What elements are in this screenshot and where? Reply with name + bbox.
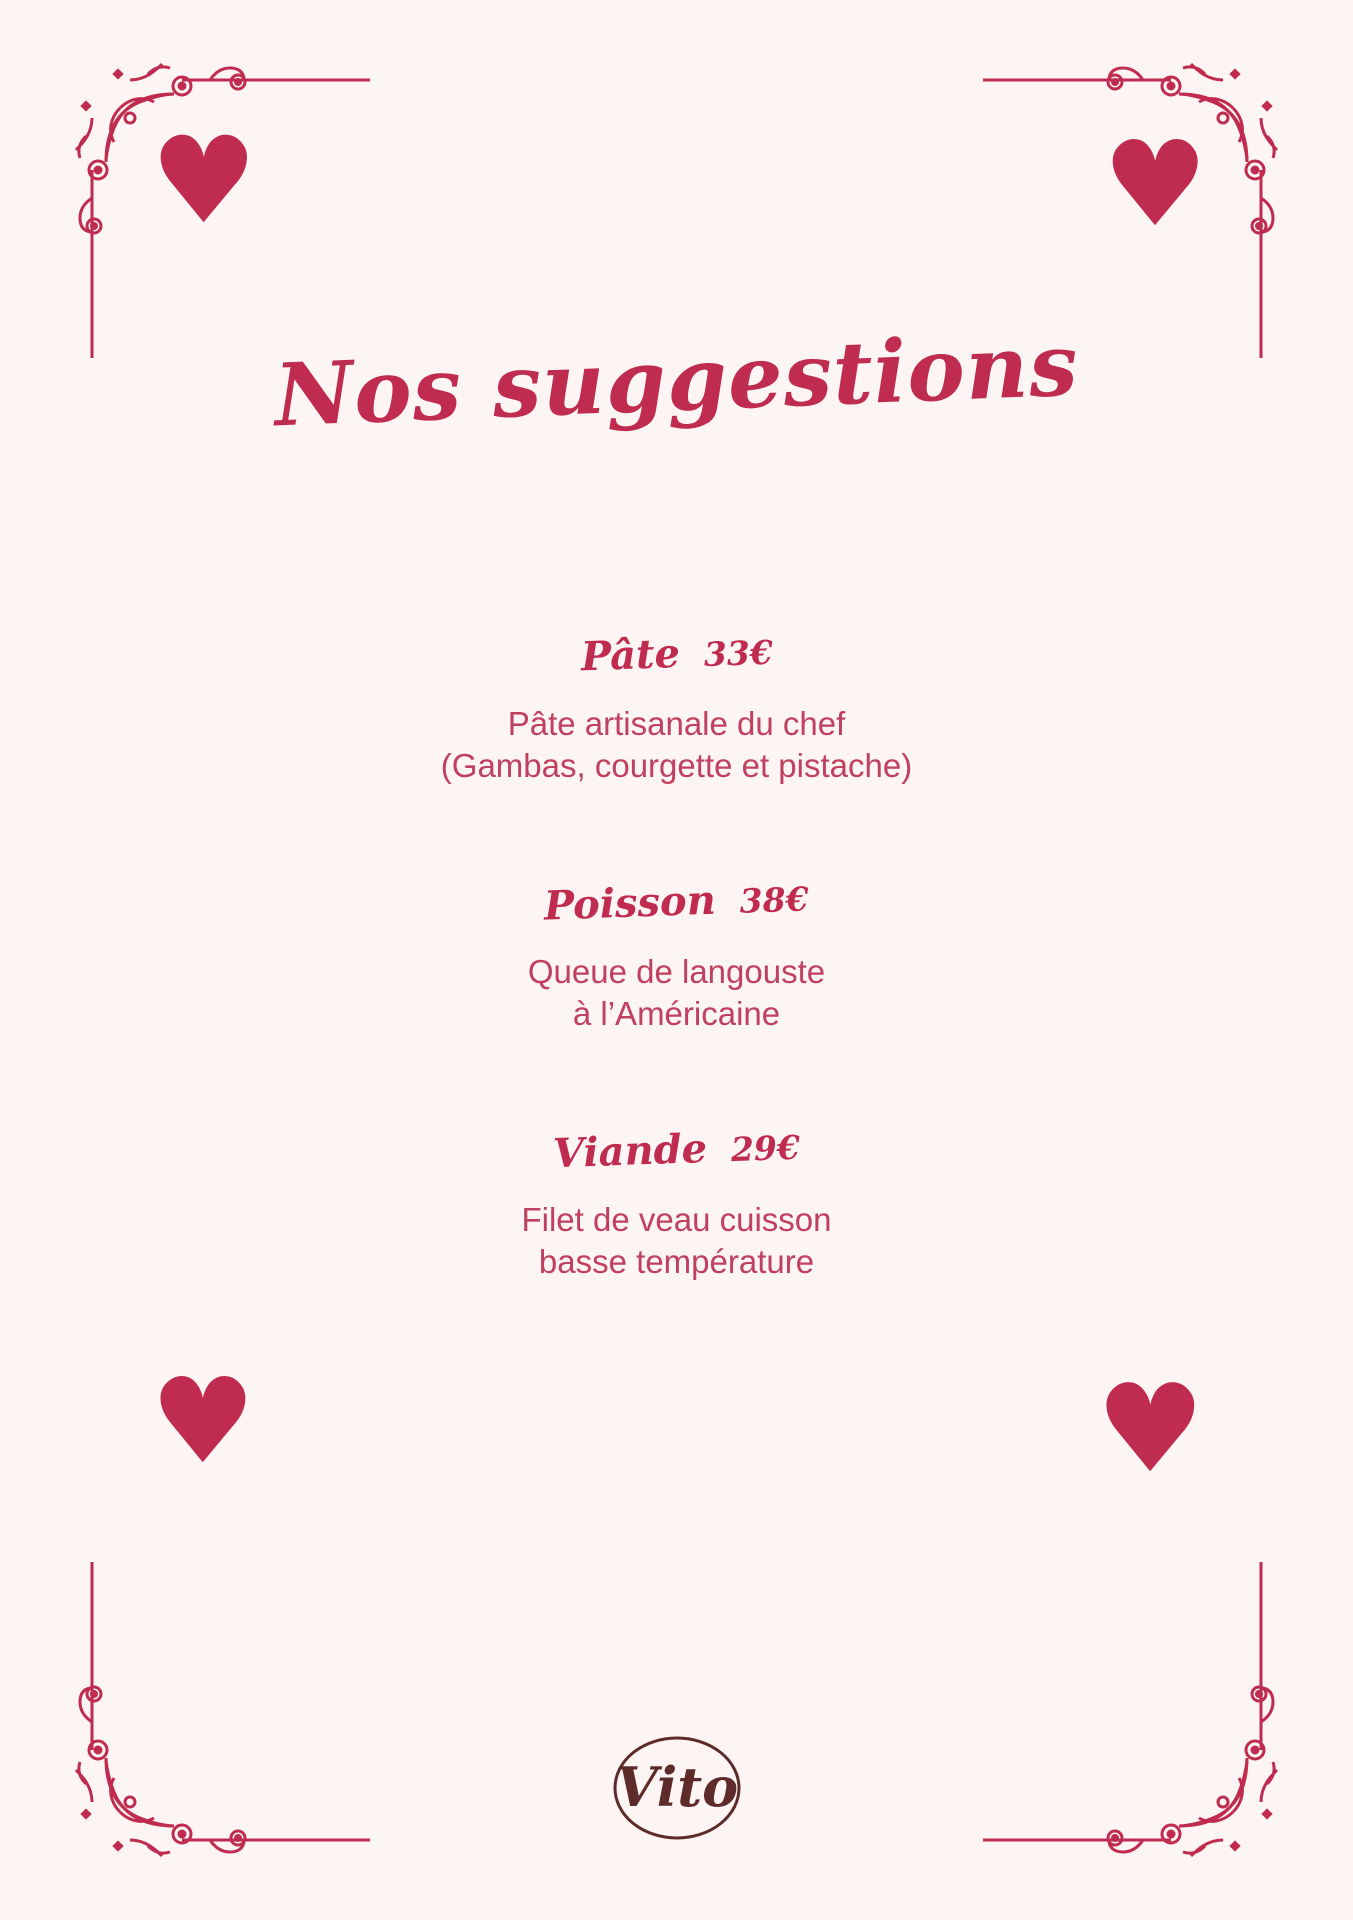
menu-item-price: 38€ (739, 879, 810, 921)
menu-item-description-line: Pâte artisanale du chef (507, 705, 846, 742)
menu-item-description-line: à l’Américaine (572, 994, 781, 1032)
menu-item-description (0, 703, 1353, 786)
menu-item-description-line: Filet de veau cuisson (521, 1201, 832, 1239)
heart-icon-bottom-right: ♥ (1095, 1358, 1205, 1500)
heart-icon-bottom-left: ♥ (150, 1352, 256, 1490)
menu-item-description (0, 1199, 1353, 1282)
heart-icon-top-left: ♥ (150, 112, 258, 251)
menu-item-price: 29€ (730, 1128, 801, 1170)
page-title: Nos suggestions (272, 314, 1081, 447)
menu-item (0, 878, 1353, 1034)
corner-ornament-bottom-left (70, 1532, 400, 1862)
menu-item-description (0, 951, 1353, 1034)
menu-item (0, 630, 1353, 786)
menu-item-category: Pâte (579, 629, 681, 681)
menu-item-heading (580, 627, 773, 681)
menu-item-price: 33€ (702, 632, 774, 675)
menu-item-description-line: (Gambas, courgette et pistache) (440, 746, 913, 784)
menu-item-heading (552, 1122, 800, 1178)
brand-logo-text: Vito (615, 1755, 738, 1819)
menu-item (0, 1126, 1353, 1282)
menu-item-category: Poisson (543, 876, 717, 930)
menu-item-description-line: Queue de langouste (527, 953, 826, 991)
menu-item-heading (543, 874, 809, 930)
menu-list (0, 630, 1353, 1282)
menu-item-category: Viande (552, 1125, 708, 1178)
corner-ornament-bottom-right (953, 1532, 1283, 1862)
brand-logo (582, 1710, 772, 1860)
heart-icon-top-right: ♥ (1102, 115, 1208, 253)
menu-item-description-line: basse température (538, 1242, 815, 1280)
